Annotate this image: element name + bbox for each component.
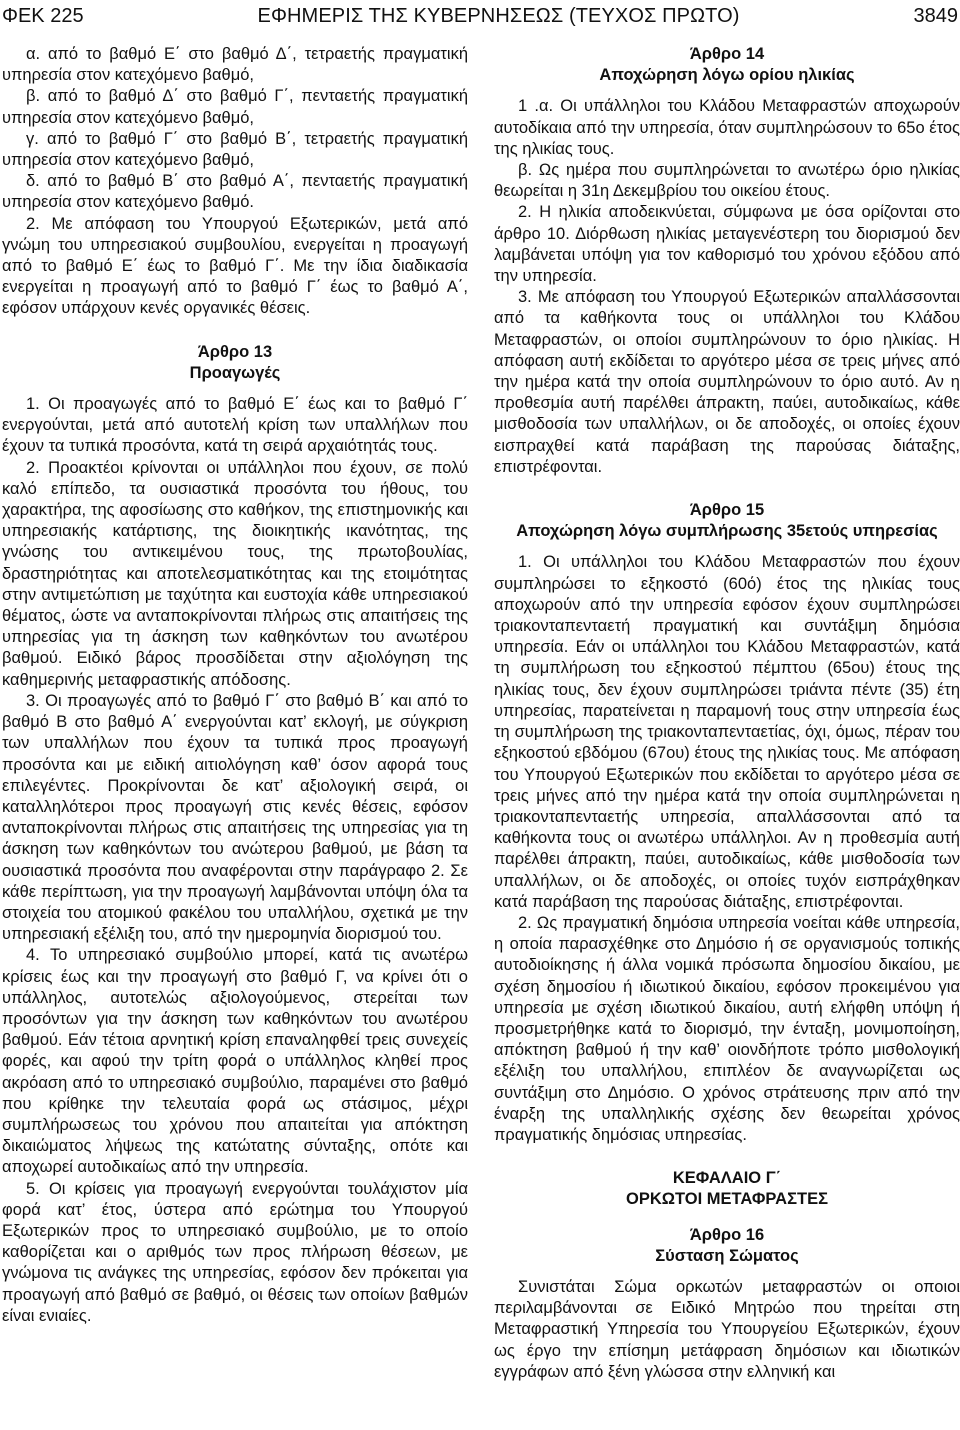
issue-number: ΦΕΚ 225 [2, 4, 84, 27]
article-15-subtitle: Αποχώρηση λόγω συμπλήρωσης 35ετούς υπηρεσίας [516, 522, 938, 541]
gazette-title: ΕΦΗΜΕΡΙΣ ΤΗΣ ΚΥΒΕΡΝΗΣΕΩΣ (ΤΕΥΧΟΣ ΠΡΩΤΟ) [257, 4, 740, 27]
paragraph: γ. από το βαθμό Γ΄ στο βαθμό Β΄, τετραετής πραγματική υπηρεσία στον κατεχόμενο βαθμό, [2, 129, 468, 170]
article-13-subtitle: Προαγωγές [189, 363, 281, 382]
paragraph: 2. Προακτέοι κρίνονται οι υπάλληλοι που έχουν, σε πολύ καλό επίπεδο, τα ουσιαστικά προσόντα του ήθους, του χαρακτήρα, της αφοσίωσης στο καθήκον, της επιστημονικής και υπηρεσιακής κατάρτισης, της διοικητικής ικανότητας, της γνώσης του αντικειμένου τους, της πρωτοβουλίας, δραστηριότητας και αποτελεσματικότητας και της ετοιμότητας στην αντιμετώπιση με ταχύτητα και ευστοχία κάθε υπηρεσιακού θέματος, ώστε να ανταποκρίνονται πλήρως στις απαιτήσεις της υπηρεσίας για τη άσκηση των καθηκόντων του ανωτέρου βαθμού. Ειδικό βάρος προσδίδεται στην αξιολόγηση της καθημερινής μεταφραστικής απόδοσης. [2, 458, 468, 689]
article-15-title: Άρθρο 15 [689, 501, 765, 520]
paragraph: 3. Με απόφαση του Υπουργού Εξωτερικών απαλλάσσονται από τα καθήκοντα τους οι υπάλληλοι του Κλάδου Μεταφραστών, οι οποίοι συμπληρώνουν το όριο ηλικίας. Η απόφαση αυτή εκδίδεται το αργότερο μέσα σε τρεις μήνες από την ημέρα κατά την οποία συμπληρώνουν το όριο αυτό. Αν η προθεσμία αυτή παρέλθει άπρακτη, παύει, αυτοδικαίως, κάθε μισθοδοσία των υπαλλήλων, οι δε αποδοχές, οι οποίες έχουν εισπραχθεί κατά παράβαση της παρούσας διάταξης, επιστρέφονται. [494, 288, 960, 476]
article-16-subtitle: Σύσταση Σώματος [655, 1246, 799, 1265]
article-14-title: Άρθρο 14 [689, 45, 765, 63]
article-13-title: Άρθρο 13 [197, 342, 273, 361]
paragraph: 2. Η ηλικία αποδεικνύεται, σύμφωνα με όσα ορίζονται στο άρθρο 10. Διόρθωση ηλικίας μεταγενέστερη του διορισμού δεν λαμβάνεται υπόψη για τον καθορισμό του χρόνου εξόδου από την υπηρεσία. [494, 203, 960, 286]
paragraph: β. Ως ημέρα που συμπληρώνεται το ανωτέρω όριο ηλικίας θεωρείται η 31η Δεκεμβρίου του οικείου έτους. [494, 161, 960, 201]
paragraph: 5. Οι κρίσεις για προαγωγή ενεργούνται τουλάχιστον μία φορά κατ’ έτος, ύστερα από ερώτημα του Υπουργού Εξωτερικών προς το υπηρεσιακό συμβούλιο, με το οποίο καθορίζεται και ο αριθμός των προς πλήρωση θέσεων, με γνώμονα τις ανάγκες της υπηρεσίας, εφόσον δεν πρόκειται για προαγωγή από βαθμό σε βαθμό, οι θέσεις των οποίων βαθμών είναι ενιαίες. [2, 1179, 468, 1325]
paragraph: 4. Το υπηρεσιακό συμβούλιο μπορεί, κατά τις ανωτέρω κρίσεις έως και την προαγωγή στο βαθμό Γ, να κρίνει ότι ο υπάλληλος, αυτοτελώς αξιολογούμενος, στερείται των προσόντων για την άσκηση των καθηκόντων του ανωτέρου βαθμού. Εάν τέτοια αρνητική κρίση επαναληφθεί τρεις συνεχείς φορές, και αφού την τρίτη φορά ο υπάλληλος κληθεί προς ακρόαση από το υπηρεσιακό συμβούλιο, παραμένει στο βαθμό που κρίθηκε την τελευταία φορά ως στάσιμος, μέχρι συμπλήρωσεως του χρόνου που απαιτείται για απόκτηση δικαιώματος λήψεως της κατώτατης σύνταξης, οπότε και αποχωρεί αυτοδικαίως από την υπηρεσία. [2, 946, 468, 1177]
article-14-subtitle: Αποχώρηση λόγω ορίου ηλικίας [599, 66, 855, 85]
paragraph: 1. Οι προαγωγές από το βαθμό Ε΄ έως και το βαθμό Γ΄ ενεργούνται, μετά από αυτοτελή κρίση των υπαλλήλων που έχουν τα τυπικά προσόντα, κατά τη σειρά αρχαιότητάς τους. [2, 395, 468, 456]
right-column [494, 44, 960, 1383]
chapter-title: ΚΕΦΑΛΑΙΟ Γ΄ [672, 1169, 782, 1188]
left-column [2, 44, 468, 1327]
paragraph: 1 .α. Οι υπάλληλοι του Κλάδου Μεταφραστών αποχωρούν αυτοδίκαια από την υπηρεσία, όταν συμπληρώσουν το 65ο έτος της ηλικίας τους. [494, 97, 960, 158]
paragraph: δ. από το βαθμό Β΄ στο βαθμό Α΄, πενταετής πραγματική υπηρεσία στον κατεχόμενο βαθμό. [2, 172, 468, 212]
paragraph: 2. Με απόφαση του Υπουργού Εξωτερικών, μετά από γνώμη του υπηρεσιακού συμβουλίου, ενεργείται η προαγωγή από το βαθμό Ε΄ έως το βαθμό Γ΄. Με την ίδια διαδικασία ενεργείται η προαγωγή από το βαθμό Γ΄ έως το βαθμό Α΄, εφόσον υπάρχουν κενές οργανικές θέσεις. [2, 214, 468, 318]
article-16-title: Άρθρο 16 [689, 1225, 765, 1244]
paragraph: Συνιστάται Σώμα ορκωτών μεταφραστών οι οποιοι περιλαμβάνονται σε Ειδικό Μητρώο που τηρείται στη Μεταφραστική Υπηρεσία του Υπουργείου Εξωτερικών, έχουν ως έργο την επίσημη μετάφραση δημόσιων και ιδιωτικών εγγράφων από ξένη γλώσσα στην ελληνική και [494, 1277, 960, 1381]
page-number: 3849 [913, 4, 958, 27]
paragraph: β. από το βαθμό Δ΄ στο βαθμό Γ΄, πενταετής πραγματική υπηρεσία στον κατεχόμενο βαθμό, [2, 87, 468, 127]
paragraph: 3. Οι προαγωγές από το βαθμό Γ΄ στο βαθμό Β΄ και από το βαθμό Β στο βαθμό Α΄ ενεργούνται κατ’ εκλογή, με σύγκριση των υπαλλήλων που έχουν τα τυπικά προς προαγωγή προσόντα και με ειδική αιτιολόγηση καθ’ όσον αφορά τους επιλεγέντες. Προκρίνονται δε κατ’ αξιολογική σειρά, οι καταλληλότεροι προς προαγωγή στις κενές θέσεις, εφόσον ανταποκρίνονται πλήρως στις απαιτήσεις της υπηρεσίας για τη άσκηση των καθηκόντων του ανώτερου βαθμού, με βάση τα ουσιαστικά προσόντα που αναφέρονται στην παράγραφο 2. Σε κάθε περίπτωση, για την προαγωγή λαμβάνονται υπόψη όλα τα στοιχεία του ατομικού φακέλου του υπαλλήλου, σχετικά με την υπηρεσιακή εξέλιξη του, από την ημερομηνία διορισμού του. [2, 691, 468, 944]
chapter-subtitle: ΟΡΚΩΤΟΙ ΜΕΤΑΦΡΑΣΤΕΣ [626, 1190, 828, 1209]
paragraph: 1. Οι υπάλληλοι του Κλάδου Μεταφραστών που έχουν συμπληρώσει το εξηκοστό (60ό) έτος της ηλικίας τους αποχωρούν από την υπηρεσία εφόσον έχουν συμπληρώσει τριακονταπενταετή πραγματική και συντάξιμη δημόσια υπηρεσία. Εάν οι υπάλληλοι του Κλάδου Μεταφραστών, κατά τη συμπλήρωση του εξηκοστού πέμπτου (65ου) έτους της ηλικίας τους, δεν έχουν συμπληρώσει τριάντα πέντε (35) έτη υπηρεσίας, παρατείνεται η παραμονή τους στην υπηρεσία έως τη συμπλήρωση της τριακονταπενταετίας, όχι, όμως, πέραν του εξηκοστού εβδόμου (67ου) έτους της ηλικίας τους. Με απόφαση του Υπουργού Εξωτερικών που εκδίδεται το αργότερο μέσα σε τρεις μήνες από την ημέρα κατά την οποία συμπληρώνεται η τριακονταπενταετής υπηρεσία, απαλλάσσονται από τα καθήκοντα τους οι ανωτέρω υπάλληλοι. Αν η προθεσμία αυτή παρέλθει άπρακτη, παύει, αυτοδικαίως, κάθε μισθοδοσία των υπαλλήλων, οι δε αποδοχές, οι οποίες τυχόν εισπράχθηκαν κατά παράβαση της παρούσας διάταξης, επιστρέφονται. [494, 553, 960, 911]
page-header [0, 0, 960, 32]
paragraph: α. από το βαθμό Ε΄ στο βαθμό Δ΄, τετραετής πραγματική υπηρεσία στον κατεχόμενο βαθμό, [2, 45, 468, 85]
paragraph: 2. Ως πραγματική δημόσια υπηρεσία νοείται κάθε υπηρεσία, η οποία παρασχέθηκε στο Δημόσιο ή σε οργανισμούς τοπικής αυτοδιοίκησης ή άλλα νομικά πρόσωπα δημοσίου δικαίου, με σχέση δημοσίου ή ιδιωτικού δικαίου, εφόσον προκειμένου για υπηρεσία με σχέση ιδιωτικού δικαίου, αυτή ελήφθη υπόψη ή προσμετρήθηκε κατά το διορισμό, την ένταξη, μονιμοποίηση, απόκτηση βαθμού ή την καθ’ οιονδήποτε τρόπο μισθολογική εξέλιξη του υπαλλήλου, επιπλέον δε αναγνωρίζεται ως συντάξιμη στο Δημόσιο. Ο χρόνος στράτευσης πριν από την έναρξη της υπαλληλικής σχέσης δεν θεωρείται χρόνος πραγματικής δημόσιας υπηρεσίας. [494, 913, 960, 1144]
